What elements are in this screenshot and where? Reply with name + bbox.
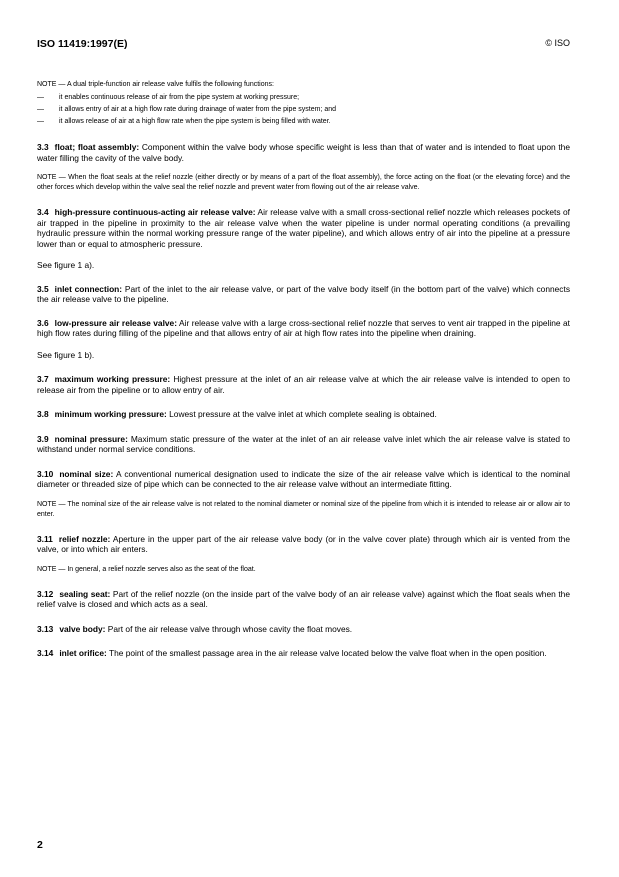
term-number: 3.12 xyxy=(37,588,54,599)
term-name: minimum working pressure: xyxy=(54,409,167,419)
term-number: 3.11 xyxy=(37,533,53,544)
term-entry-3-6 xyxy=(37,318,570,339)
list-item xyxy=(37,104,570,116)
term-definition: Highest pressure at the inlet of an air release valve at which the air release valve is intended to open to release air from the pipeline or to allow entry of air. xyxy=(37,374,571,395)
term-definition: Part of the air release valve through whose cavity the float moves. xyxy=(107,623,353,634)
term-definition: Air release valve with a large cross-sectional relief nozzle that serves to vent air trapped in the pipeline at high flow rates during filling of the pipeline and that allows entry of air at high flow rates into the pipeline when draining. xyxy=(37,317,570,338)
term-definition: Aperture in the upper part of the air release valve body (or in the valve cover plate) through which air is vented from the valve, or into which air enters. xyxy=(37,533,570,554)
term-definition: Lowest pressure at the valve inlet at which complete sealing is obtained. xyxy=(169,409,437,419)
term-definition: Air release valve with a small cross-sectional relief nozzle which releases pockets of air trapped in the pipeline in proximity to the air release valve when the water pipeline is under normal operating conditions (a prevailing hydraulic pressure within the normal working pressure range of the water pipeline), and which allows entry of air into the pipeline at a pressure lower than or equal to atmospheric pressure. xyxy=(37,207,570,249)
term-entry-3-14 xyxy=(37,648,570,659)
term-entry-3-5 xyxy=(37,284,570,305)
term-name: float; float assembly: xyxy=(54,142,140,152)
figure-reference: See figure 1 b). xyxy=(37,349,95,360)
term-name: sealing seat: xyxy=(59,588,111,599)
list-item xyxy=(37,116,570,128)
list-item-text: it allows release of air at a high flow rate when the pipe system is being filled with water. xyxy=(59,118,331,125)
term-entry-3-12 xyxy=(37,589,570,610)
term-name: nominal size: xyxy=(59,468,114,479)
term-entry-3-11 xyxy=(37,534,570,555)
term-number: 3.13 xyxy=(37,623,54,634)
term-number: 3.9 xyxy=(37,433,49,444)
note-3-11: NOTE — In general, a relief nozzle serves also as the seat of the float. xyxy=(37,565,256,573)
term-number: 3.10 xyxy=(37,468,54,479)
term-entry-3-10 xyxy=(37,469,570,490)
page-header xyxy=(37,38,570,52)
term-name: high-pressure continuous-acting air release valve: xyxy=(54,207,256,217)
term-definition: Component within the valve body whose specific weight is less than that of water and is intended to float upon the water filling the cavity of the valve body. xyxy=(37,142,570,163)
term-entry-3-8 xyxy=(37,409,570,420)
list-item xyxy=(37,92,570,104)
term-name: relief nozzle: xyxy=(58,533,111,544)
term-definition: Part of the inlet to the air release valve, or part of the valve body itself (in the bottom part of the valve) which connects the air release valve to the pipeline. xyxy=(37,283,571,304)
figure-reference: See figure 1 a). xyxy=(37,260,95,270)
intro-note: NOTE — A dual triple-function air release valve fulfils the following functions: xyxy=(37,81,274,88)
term-number: 3.3 xyxy=(37,142,49,152)
page-number: 2 xyxy=(37,839,43,851)
term-entry-3-4 xyxy=(37,207,570,249)
term-name: valve body: xyxy=(59,623,106,634)
list-dash: — xyxy=(37,94,44,101)
term-number: 3.8 xyxy=(37,409,49,419)
term-definition: The point of the smallest passage area in the air release valve located below the valve float when in the open position. xyxy=(108,648,547,658)
term-entry-3-3 xyxy=(37,142,570,163)
list-dash: — xyxy=(37,106,44,113)
note-list xyxy=(37,92,570,128)
note-3-10: NOTE — The nominal size of the air release valve is not related to the nominal diameter or nominal size of the pipeline from which it is intended to release air or allow air to enter. xyxy=(37,500,570,518)
term-number: 3.14 xyxy=(37,648,54,658)
term-number: 3.7 xyxy=(37,374,49,384)
term-number: 3.6 xyxy=(37,317,49,328)
term-definition: Maximum static pressure of the water at the inlet of an air release valve inlet which the air release valve is stated to withstand under normal service conditions. xyxy=(37,433,571,454)
term-name: inlet connection: xyxy=(54,283,123,294)
note-3-3: NOTE — When the float seals at the relief nozzle (either directly or by means of a part of the float assembly), the force acting on the float (or the elevating force) and the other forces which develop within the valve seal the relief nozzle and prevent water from flowing out of the air release valve. xyxy=(37,174,570,191)
term-entry-3-9 xyxy=(37,434,570,455)
list-dash: — xyxy=(37,118,44,125)
term-name: low-pressure air release valve: xyxy=(54,317,178,328)
term-definition: Part of the relief nozzle (on the inside part of the valve body of an air release valve) against which the float seals when the relief valve is closed and which acts as a seal. xyxy=(37,588,570,609)
term-name: maximum working pressure: xyxy=(54,374,171,384)
list-item-text: it enables continuous release of air from the pipe system at working pressure; xyxy=(59,94,300,101)
term-name: inlet orifice: xyxy=(59,648,107,658)
list-item-text: it allows entry of air at a high flow rate during drainage of water from the pipe system; and xyxy=(59,106,337,113)
term-number: 3.5 xyxy=(37,283,49,294)
copyright-notice: © ISO xyxy=(545,38,570,48)
term-entry-3-7 xyxy=(37,374,570,395)
term-definition: A conventional numerical designation used to indicate the size of the air release valve which is identical to the nominal diameter or threaded size of pipe which can be connected to the air release valve without an intermediate fitting. xyxy=(37,468,570,489)
term-entry-3-13 xyxy=(37,624,570,635)
document-body xyxy=(37,80,570,659)
document-id: ISO 11419:1997(E) xyxy=(37,38,128,50)
term-name: nominal pressure: xyxy=(54,433,128,444)
term-number: 3.4 xyxy=(37,207,49,217)
